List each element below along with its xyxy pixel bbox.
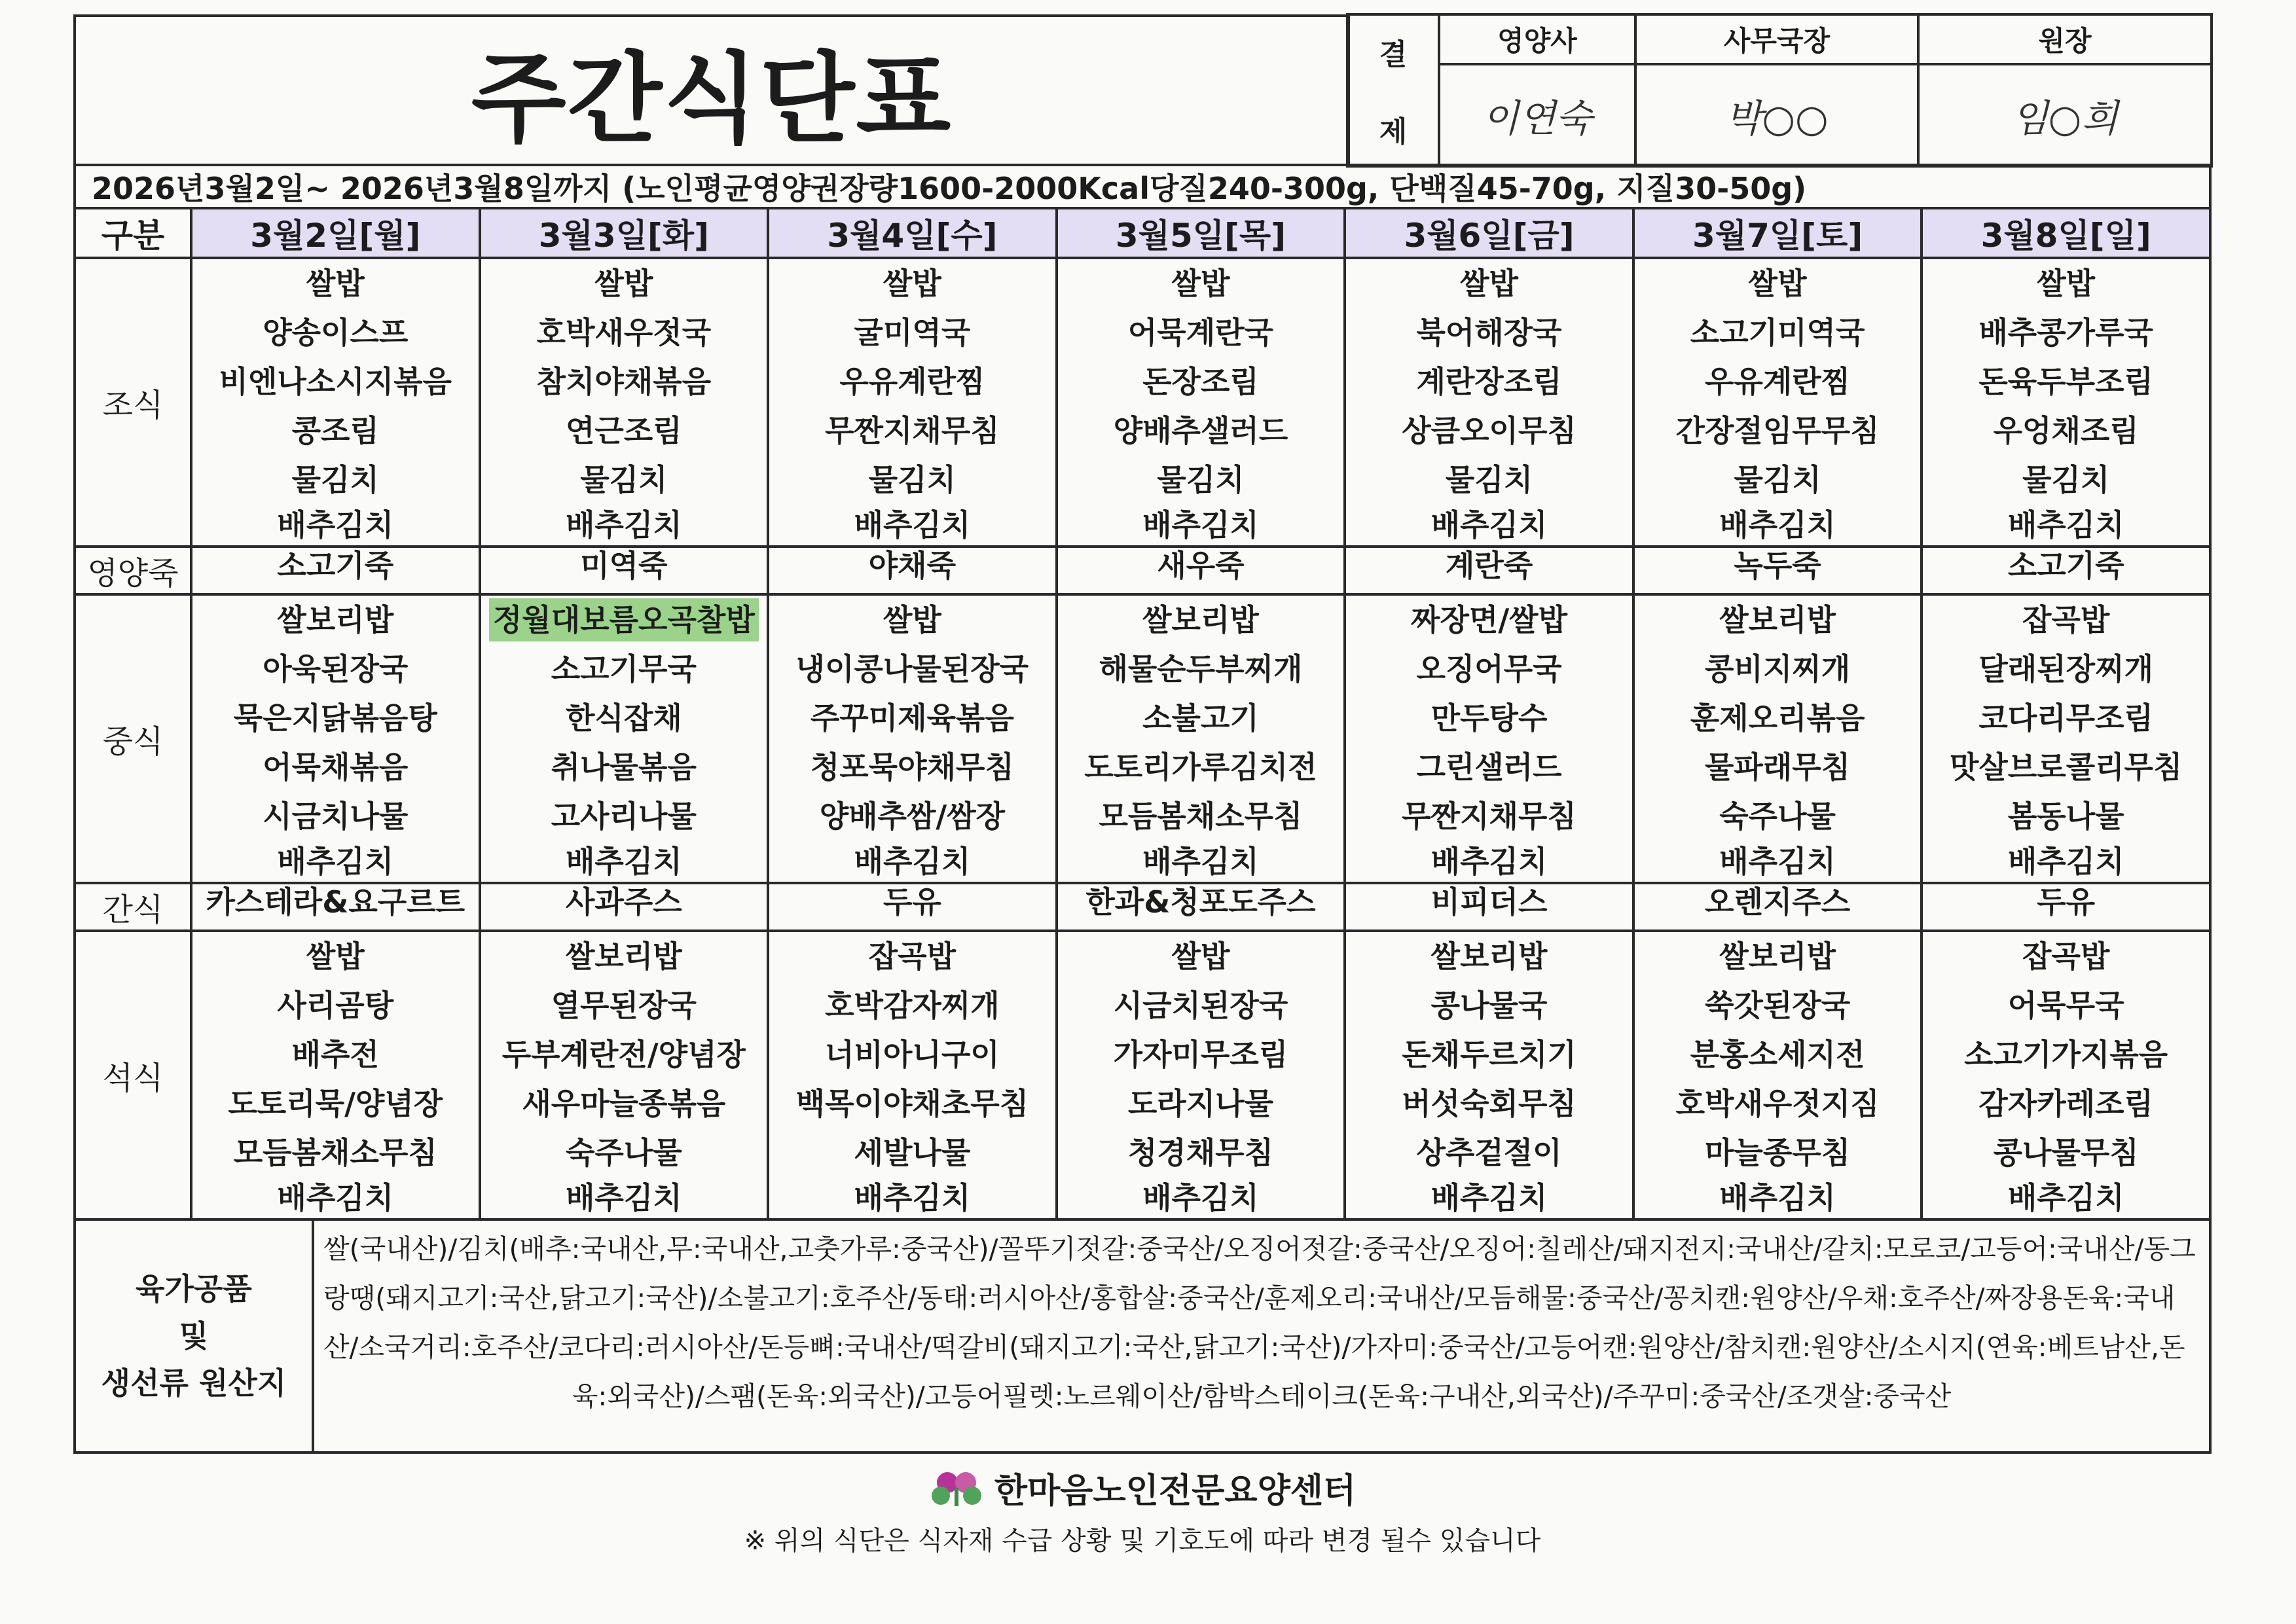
signature-director: 임○희 xyxy=(1917,63,2213,168)
footer xyxy=(73,1463,2212,1557)
menu-item: 소불고기 xyxy=(1142,700,1259,736)
menu-item: 배추김치 xyxy=(1430,1180,1548,1216)
menu-item: 양배추샐러드 xyxy=(1113,413,1288,448)
menu-item: 참치야채볶음 xyxy=(536,364,712,399)
menu-item: 봄동나물 xyxy=(2007,799,2124,834)
row-dinner xyxy=(75,931,2210,1219)
menu-item: 새우죽 xyxy=(1157,548,1245,583)
menu-item: 쌀밥 xyxy=(883,266,941,301)
day-header: 3월8일[일] xyxy=(1922,208,2210,258)
menu-item: 콩나물무침 xyxy=(1993,1135,2139,1170)
day-header: 3월5일[목] xyxy=(1057,208,1345,258)
category-label: 석식 xyxy=(75,931,191,1219)
menu-item: 버섯숙회무침 xyxy=(1402,1086,1576,1121)
menu-item: 아욱된장국 xyxy=(263,651,409,687)
menu-item: 도라지나물 xyxy=(1127,1086,1274,1121)
menu-item: 배추김치 xyxy=(277,1180,394,1216)
menu-item: 잡곡밥 xyxy=(2022,939,2110,974)
origin-text: 쌀(국내산)/김치(배추:국내산,무:국내산,고춧가루:중국산)/꼴뚜기젓갈:중국산/오징어젓갈:중국산/오징어:칠레산/돼지전지:국내산/갈치:모로코/고등어:국내산/동그랑땡(돼지고기:국산,닭고기:국산)/소불고기:호주산/동태:러시아산/홍합살:중국산/훈제오리:국내산/모듬해물:중국산/꽁치캔:원양산/우채:호주산/짜장용돈육:국내산/소국거리:호주산/코다리:러시아산/돈등뼈:국내산/떡갈비(돼지고기:국산,닭고기:국산)/가자미:중국산/고등어캔:원양산/참치캔:원양산/소시지(연육:베트남산,돈육:외국산)/스팸(돈육:외국산)/고등어필렛:노르웨이산/함박스테이크(돈육:구내산,외국산)/주꾸미:중국산/조갯살:중국산 xyxy=(323,1233,2196,1412)
menu-item: 쌀밥 xyxy=(883,602,941,638)
day-header-row xyxy=(75,208,2210,258)
approval-box xyxy=(1347,14,2212,166)
menu-item: 쌀밥 xyxy=(1171,266,1230,301)
menu-item: 주꾸미제육볶음 xyxy=(810,700,1014,736)
menu-item: 배추전 xyxy=(291,1037,379,1072)
center-name: 한마음노인전문요양센터 xyxy=(929,1463,1357,1512)
menu-item: 배추김치 xyxy=(565,844,682,879)
menu-cell xyxy=(1057,883,1345,931)
menu-cell xyxy=(1345,883,1633,931)
menu-cell xyxy=(1345,594,1633,883)
menu-item: 쌀밥 xyxy=(1171,939,1230,974)
menu-cell xyxy=(768,594,1057,883)
role-director: 원장 xyxy=(1917,13,2213,65)
menu-item: 배추김치 xyxy=(1719,507,1836,543)
menu-cell xyxy=(1345,931,1633,1219)
day-header: 3월6일[금] xyxy=(1345,208,1633,258)
menu-cell xyxy=(480,547,769,594)
menu-item: 쌀보리밥 xyxy=(1719,939,1836,974)
menu-item: 달래된장찌개 xyxy=(1978,651,2153,687)
menu-cell xyxy=(1057,594,1345,883)
menu-item: 녹두죽 xyxy=(1734,548,1821,583)
menu-item: 호박새우젓지짐 xyxy=(1675,1086,1880,1121)
menu-item: 묵은지닭볶음탕 xyxy=(233,700,437,736)
menu-item xyxy=(481,596,767,645)
menu-cell xyxy=(768,931,1057,1219)
menu-item: 취나물볶음 xyxy=(551,749,697,785)
menu-cell xyxy=(1633,883,1922,931)
day-header: 3월4일[수] xyxy=(768,208,1057,258)
menu-cell xyxy=(191,547,480,594)
menu-item: 쌀보리밥 xyxy=(277,602,394,638)
menu-item: 감자카레조림 xyxy=(1978,1086,2153,1121)
menu-item: 우유계란찜 xyxy=(839,364,985,399)
menu-cell xyxy=(768,258,1057,547)
menu-item: 물김치 xyxy=(1157,462,1245,497)
menu-item: 어묵채볶음 xyxy=(263,749,409,785)
menu-cell xyxy=(1345,258,1633,547)
menu-item: 청경채무침 xyxy=(1127,1135,1274,1170)
menu-item: 모듬봄채소무침 xyxy=(233,1135,437,1170)
menu-item: 코다리무조림 xyxy=(1978,700,2153,736)
menu-item: 배추김치 xyxy=(2007,507,2124,543)
menu-cell xyxy=(1633,547,1922,594)
menu-item: 비엔나소시지볶음 xyxy=(219,364,452,399)
highlighted-menu-item: 정월대보름오곡찰밥 xyxy=(489,598,759,641)
menu-item: 백목이야채초무침 xyxy=(795,1086,1029,1121)
menu-item: 해물순두부찌개 xyxy=(1099,651,1303,687)
menu-item: 쌀밥 xyxy=(594,266,653,301)
menu-item: 무짠지채무침 xyxy=(1402,799,1576,834)
menu-item: 우엉채조림 xyxy=(1993,413,2139,448)
origin-label: 육가공품 및 생선류 원산지 xyxy=(76,1221,314,1451)
menu-item: 숙주나물 xyxy=(565,1135,682,1170)
menu-item: 사리곰탕 xyxy=(277,988,394,1023)
menu-item: 콩나물국 xyxy=(1430,988,1548,1023)
menu-item: 배추김치 xyxy=(1142,507,1259,543)
category-label: 중식 xyxy=(75,594,191,883)
day-header: 3월2일[월] xyxy=(191,208,480,258)
menu-item: 배추콩가루국 xyxy=(1978,315,2153,350)
menu-item: 우유계란찜 xyxy=(1705,364,1851,399)
menu-item: 오렌지주스 xyxy=(1705,884,1851,920)
menu-item: 너비아니구이 xyxy=(825,1037,1000,1072)
row-breakfast xyxy=(75,258,2210,547)
menu-cell xyxy=(768,883,1057,931)
menu-cell xyxy=(1922,594,2210,883)
role-secretary: 사무국장 xyxy=(1634,13,1920,65)
menu-item: 사과주스 xyxy=(565,884,682,920)
menu-item: 소고기가지볶음 xyxy=(1964,1037,2168,1072)
menu-item: 도토리묵/양념장 xyxy=(228,1086,443,1121)
menu-item: 배추김치 xyxy=(565,507,682,543)
menu-item: 쌀보리밥 xyxy=(1719,602,1836,638)
menu-item: 시금치나물 xyxy=(263,799,409,834)
menu-item: 돈채두르치기 xyxy=(1402,1037,1576,1072)
menu-item: 쌀밥 xyxy=(1460,266,1518,301)
row-porridge xyxy=(75,547,2210,594)
signature-secretary: 박○○ xyxy=(1634,63,1920,168)
menu-item: 배추김치 xyxy=(1430,844,1548,879)
menu-cell xyxy=(1057,258,1345,547)
menu-cell xyxy=(1057,931,1345,1219)
menu-item: 소고기죽 xyxy=(277,548,394,583)
menu-item: 물김치 xyxy=(580,462,668,497)
menu-item: 소고기무국 xyxy=(551,651,697,687)
menu-item: 마늘종무침 xyxy=(1705,1135,1851,1170)
menu-cell xyxy=(1922,258,2210,547)
menu-item: 양배추쌈/쌈장 xyxy=(819,799,1006,834)
menu-cell xyxy=(1922,547,2210,594)
menu-item: 냉이콩나물된장국 xyxy=(795,651,1029,687)
menu-item: 한식잡채 xyxy=(565,700,682,736)
menu-item: 배추김치 xyxy=(1142,844,1259,879)
menu-item: 잡곡밥 xyxy=(2022,602,2110,638)
menu-cell xyxy=(1633,931,1922,1219)
menu-cell xyxy=(480,931,769,1219)
menu-item: 쌀밥 xyxy=(306,939,365,974)
category-label: 조식 xyxy=(75,258,191,547)
menu-item: 도토리가루김치전 xyxy=(1084,749,1317,785)
menu-cell xyxy=(1633,594,1922,883)
menu-item: 쌀보리밥 xyxy=(565,939,682,974)
menu-cell xyxy=(1922,883,2210,931)
period-line: 2026년3월2일~ 2026년3월8일까지 (노인평균영양권장량1600-2000Kcal당질240-300g, 단백질45-70g, 지질30-50g) xyxy=(73,164,2212,209)
menu-item: 배추김치 xyxy=(2007,1180,2124,1216)
menu-item: 양송이스프 xyxy=(263,315,409,350)
menu-item: 콩비지찌개 xyxy=(1705,651,1851,687)
menu-item: 돈장조림 xyxy=(1142,364,1259,399)
category-label: 간식 xyxy=(75,883,191,931)
menu-cell xyxy=(191,883,480,931)
menu-item: 콩조림 xyxy=(291,413,379,448)
menu-item: 세발나물 xyxy=(854,1135,971,1170)
menu-item: 굴미역국 xyxy=(854,315,971,350)
menu-cell xyxy=(480,258,769,547)
sheet-header xyxy=(73,14,2212,166)
menu-item: 배추김치 xyxy=(1719,1180,1836,1216)
menu-cell xyxy=(1057,547,1345,594)
approval-label: 결 제 xyxy=(1346,13,1440,168)
menu-item: 배추김치 xyxy=(565,1180,682,1216)
menu-item: 물파래무침 xyxy=(1705,749,1851,785)
day-header: 3월7일[토] xyxy=(1633,208,1922,258)
menu-item: 배추김치 xyxy=(277,844,394,879)
menu-item: 쌀밥 xyxy=(306,266,365,301)
menu-item: 그린샐러드 xyxy=(1416,749,1562,785)
menu-item: 미역죽 xyxy=(580,548,668,583)
menu-cell xyxy=(191,931,480,1219)
menu-cell xyxy=(480,594,769,883)
menu-item: 만두탕수 xyxy=(1430,700,1548,736)
menu-item: 계란죽 xyxy=(1445,548,1533,583)
title-box xyxy=(73,14,1350,166)
menu-item: 돈육두부조림 xyxy=(1978,364,2153,399)
menu-item: 비피더스 xyxy=(1430,884,1548,920)
menu-item: 호박감자찌개 xyxy=(825,988,1000,1023)
row-snack xyxy=(75,883,2210,931)
menu-item: 물김치 xyxy=(868,462,957,497)
menu-item: 물김치 xyxy=(291,462,379,497)
menu-cell xyxy=(1633,258,1922,547)
menu-item: 청포묵야채무침 xyxy=(810,749,1014,785)
menu-item: 배추김치 xyxy=(2007,844,2124,879)
menu-item: 숙주나물 xyxy=(1719,799,1836,834)
menu-item: 쌀보리밥 xyxy=(1430,939,1548,974)
menu-item: 배추김치 xyxy=(1430,507,1548,543)
menu-item: 모듬봄채소무침 xyxy=(1099,799,1303,834)
menu-item: 배추김치 xyxy=(1719,844,1836,879)
menu-item: 카스테라&요구르트 xyxy=(206,884,465,920)
menu-item: 북어해장국 xyxy=(1416,315,1562,350)
menu-item: 계란장조림 xyxy=(1416,364,1562,399)
menu-item: 두부계란전/양념장 xyxy=(501,1037,746,1072)
menu-item: 한과&청포도주스 xyxy=(1085,884,1316,920)
menu-item: 두유 xyxy=(883,884,941,920)
menu-item: 간장절임무무침 xyxy=(1675,413,1880,448)
category-label: 영양죽 xyxy=(75,547,191,594)
role-nutritionist: 영양사 xyxy=(1438,13,1637,65)
menu-item: 열무된장국 xyxy=(551,988,697,1023)
menu-item: 어묵계란국 xyxy=(1127,315,1274,350)
menu-item: 물김치 xyxy=(2022,462,2110,497)
menu-cell xyxy=(191,258,480,547)
menu-item: 배추김치 xyxy=(1142,1180,1259,1216)
menu-item: 쌀밥 xyxy=(2037,266,2096,301)
menu-item: 고사리나물 xyxy=(551,799,697,834)
menu-item: 배추김치 xyxy=(277,507,394,543)
menu-item: 훈제오리볶음 xyxy=(1690,700,1865,736)
page-title: 주간식단표 xyxy=(471,43,953,156)
menu-item: 쑥갓된장국 xyxy=(1705,988,1851,1023)
menu-item: 어묵무국 xyxy=(2007,988,2124,1023)
header-label: 구분 xyxy=(75,208,191,258)
menu-body xyxy=(75,258,2210,1219)
menu-item: 소고기죽 xyxy=(2007,548,2124,583)
menu-cell xyxy=(1345,547,1633,594)
menu-item: 야채죽 xyxy=(868,548,957,583)
menu-item: 잡곡밥 xyxy=(868,939,957,974)
menu-item: 두유 xyxy=(2037,884,2096,920)
menu-item: 소고기미역국 xyxy=(1690,315,1865,350)
menu-item: 무짠지채무침 xyxy=(825,413,1000,448)
menu-cell xyxy=(768,547,1057,594)
menu-item: 쌀밥 xyxy=(1748,266,1807,301)
footer-note: ※ 위의 식단은 식자재 수급 상황 및 기호도에 따라 변경 될수 있습니다 xyxy=(744,1526,1541,1556)
menu-item: 가자미무조림 xyxy=(1113,1037,1288,1072)
menu-item: 물김치 xyxy=(1445,462,1533,497)
menu-item: 상큼오이무침 xyxy=(1402,413,1576,448)
signature-nutritionist: 이연숙 xyxy=(1438,63,1637,168)
day-header: 3월3일[화] xyxy=(480,208,769,258)
menu-item: 맛살브로콜리무침 xyxy=(1949,749,2183,785)
menu-cell xyxy=(1922,931,2210,1219)
menu-sheet xyxy=(73,14,2212,1557)
menu-item: 연근조림 xyxy=(565,413,682,448)
menu-item: 시금치된장국 xyxy=(1113,988,1288,1023)
menu-item: 분홍소세지전 xyxy=(1690,1037,1865,1072)
menu-item: 새우마늘종볶음 xyxy=(522,1086,726,1121)
clover-logo-icon xyxy=(929,1468,984,1507)
menu-cell xyxy=(480,883,769,931)
origin-section xyxy=(73,1218,2212,1454)
menu-item: 배추김치 xyxy=(854,1180,971,1216)
menu-item: 배추김치 xyxy=(854,507,971,543)
menu-cell xyxy=(191,594,480,883)
menu-table xyxy=(73,207,2212,1221)
menu-item: 오징어무국 xyxy=(1416,651,1562,687)
row-lunch xyxy=(75,594,2210,883)
menu-item: 호박새우젓국 xyxy=(536,315,712,350)
menu-item: 짜장면/쌀밥 xyxy=(1411,602,1568,638)
menu-item: 배추김치 xyxy=(854,844,971,879)
menu-item: 물김치 xyxy=(1734,462,1821,497)
menu-item: 상추겉절이 xyxy=(1416,1135,1562,1170)
menu-item: 쌀보리밥 xyxy=(1142,602,1259,638)
